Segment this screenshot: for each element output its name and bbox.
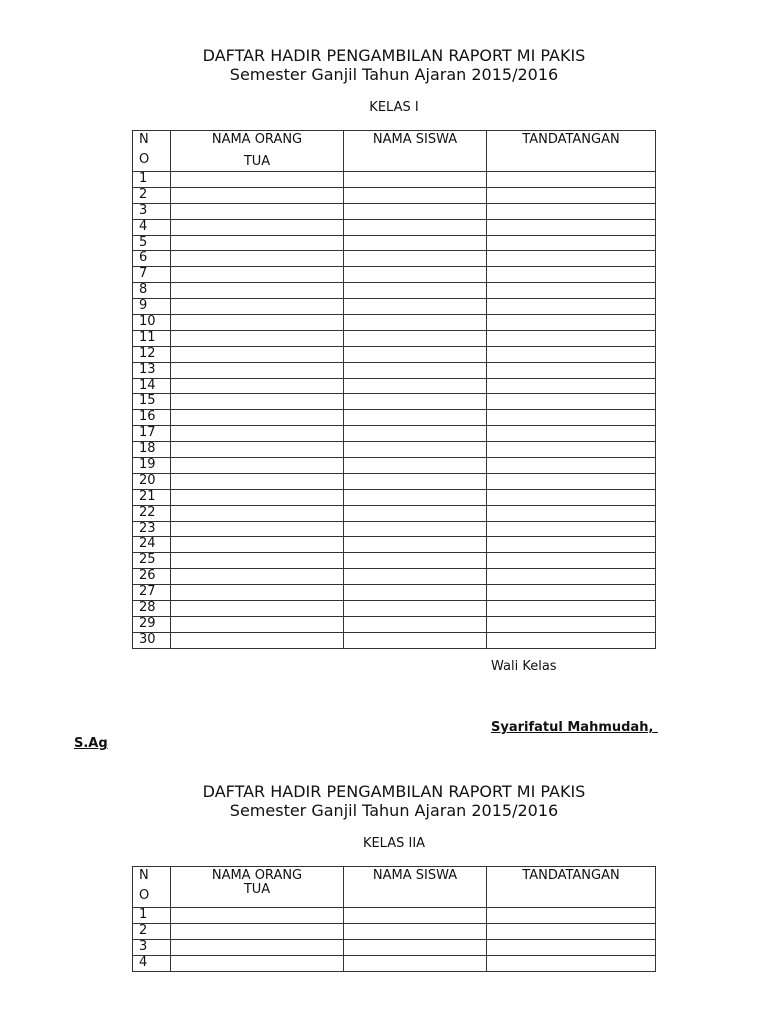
header-no-line2: O [139, 888, 150, 903]
table-row [133, 908, 656, 924]
nama-orang-tua-cell[interactable] [171, 601, 344, 617]
nama-siswa-cell[interactable] [344, 473, 487, 489]
table-row [133, 955, 656, 971]
nama-siswa-cell[interactable] [344, 923, 487, 939]
nama-siswa-cell[interactable] [344, 632, 487, 648]
tandatangan-cell[interactable] [487, 315, 656, 331]
tandatangan-cell[interactable] [487, 521, 656, 537]
tandatangan-cell[interactable] [487, 187, 656, 203]
table-row [133, 939, 656, 955]
table-row [133, 473, 656, 489]
row-number: 26 [133, 569, 171, 585]
nama-siswa-cell[interactable] [344, 315, 487, 331]
nama-siswa-cell[interactable] [344, 442, 487, 458]
tandatangan-cell[interactable] [487, 505, 656, 521]
tandatangan-cell[interactable] [487, 473, 656, 489]
table-row [133, 410, 656, 426]
nama-orang-tua-cell[interactable] [171, 616, 344, 632]
header-no-line1: N [139, 132, 149, 147]
tandatangan-cell[interactable] [487, 537, 656, 553]
wali-kelas-degree: S.Ag [74, 736, 108, 751]
nama-orang-tua-cell[interactable] [171, 346, 344, 362]
table-row [133, 616, 656, 632]
nama-orang-tua-cell[interactable] [171, 908, 344, 924]
nama-orang-tua-cell[interactable] [171, 521, 344, 537]
header-no [133, 867, 171, 908]
nama-orang-tua-cell[interactable] [171, 410, 344, 426]
table-row [133, 923, 656, 939]
tandatangan-cell[interactable] [487, 203, 656, 219]
row-number: 11 [133, 330, 171, 346]
nama-siswa-cell[interactable] [344, 426, 487, 442]
nama-siswa-cell[interactable] [344, 267, 487, 283]
nama-orang-tua-cell[interactable] [171, 473, 344, 489]
nama-siswa-cell[interactable] [344, 410, 487, 426]
nama-orang-tua-cell[interactable] [171, 219, 344, 235]
row-number: 22 [133, 505, 171, 521]
table-row [133, 569, 656, 585]
section1-kelas: KELAS I [369, 100, 419, 115]
tandatangan-cell[interactable] [487, 346, 656, 362]
header-no-line2: O [139, 152, 150, 167]
nama-orang-tua-cell[interactable] [171, 330, 344, 346]
header-nama-siswa-label: NAMA SISWA [372, 132, 458, 147]
tandatangan-cell[interactable] [487, 458, 656, 474]
header-no [133, 131, 171, 172]
nama-orang-tua-cell[interactable] [171, 299, 344, 315]
tandatangan-cell[interactable] [487, 267, 656, 283]
header-nama-orang-tua-line1: NAMA ORANG [211, 868, 303, 883]
row-number: 21 [133, 489, 171, 505]
tandatangan-cell[interactable] [487, 378, 656, 394]
table-row [133, 330, 656, 346]
table-row [133, 235, 656, 251]
wali-kelas-name: Syarifatul Mahmudah, [491, 720, 658, 735]
tandatangan-cell[interactable] [487, 632, 656, 648]
nama-siswa-cell[interactable] [344, 362, 487, 378]
nama-orang-tua-cell[interactable] [171, 632, 344, 648]
header-nama-siswa [344, 131, 487, 172]
table-row [133, 172, 656, 188]
tandatangan-cell[interactable] [487, 569, 656, 585]
tandatangan-cell[interactable] [487, 362, 656, 378]
tandatangan-cell[interactable] [487, 394, 656, 410]
nama-orang-tua-cell[interactable] [171, 378, 344, 394]
row-number: 6 [133, 251, 171, 267]
nama-orang-tua-cell[interactable] [171, 553, 344, 569]
table-row [133, 187, 656, 203]
header-tandatangan [487, 131, 656, 172]
row-number: 8 [133, 283, 171, 299]
header-tandatangan-label: TANDATANGAN [522, 868, 620, 883]
header-tandatangan [487, 867, 656, 908]
row-number: 25 [133, 553, 171, 569]
nama-siswa-cell[interactable] [344, 330, 487, 346]
nama-orang-tua-cell[interactable] [171, 442, 344, 458]
row-number: 12 [133, 346, 171, 362]
row-number: 2 [133, 923, 171, 939]
table-row [133, 537, 656, 553]
table-row [133, 267, 656, 283]
row-number: 3 [133, 939, 171, 955]
tandatangan-cell[interactable] [487, 489, 656, 505]
row-number: 27 [133, 585, 171, 601]
nama-orang-tua-cell[interactable] [171, 939, 344, 955]
nama-orang-tua-cell[interactable] [171, 505, 344, 521]
nama-siswa-cell[interactable] [344, 346, 487, 362]
nama-orang-tua-cell[interactable] [171, 923, 344, 939]
nama-siswa-cell[interactable] [344, 394, 487, 410]
nama-siswa-cell[interactable] [344, 187, 487, 203]
table-row [133, 585, 656, 601]
row-number: 5 [133, 235, 171, 251]
row-number: 1 [133, 172, 171, 188]
section1-title-line2: Semester Ganjil Tahun Ajaran 2015/2016 [229, 65, 559, 84]
tandatangan-cell[interactable] [487, 330, 656, 346]
nama-siswa-cell[interactable] [344, 505, 487, 521]
wali-kelas-label: Wali Kelas [491, 659, 557, 674]
nama-siswa-cell[interactable] [344, 283, 487, 299]
nama-siswa-cell[interactable] [344, 521, 487, 537]
nama-siswa-cell[interactable] [344, 458, 487, 474]
tandatangan-cell[interactable] [487, 616, 656, 632]
nama-siswa-cell[interactable] [344, 616, 487, 632]
tandatangan-cell[interactable] [487, 553, 656, 569]
nama-orang-tua-cell[interactable] [171, 315, 344, 331]
row-number: 20 [133, 473, 171, 489]
nama-siswa-cell[interactable] [344, 219, 487, 235]
tandatangan-cell[interactable] [487, 442, 656, 458]
nama-siswa-cell[interactable] [344, 585, 487, 601]
nama-siswa-cell[interactable] [344, 908, 487, 924]
tandatangan-cell[interactable] [487, 601, 656, 617]
table-row [133, 362, 656, 378]
nama-orang-tua-cell[interactable] [171, 458, 344, 474]
section2-title-line1: DAFTAR HADIR PENGAMBILAN RAPORT MI PAKIS [202, 782, 586, 801]
row-number: 4 [133, 219, 171, 235]
row-number: 10 [133, 315, 171, 331]
nama-orang-tua-cell[interactable] [171, 362, 344, 378]
header-no-line1: N [139, 868, 149, 883]
nama-orang-tua-cell[interactable] [171, 585, 344, 601]
table-row [133, 219, 656, 235]
attendance-table-kelas-1 [132, 130, 656, 649]
row-number: 3 [133, 203, 171, 219]
tandatangan-cell[interactable] [487, 426, 656, 442]
row-number: 14 [133, 378, 171, 394]
nama-siswa-cell[interactable] [344, 955, 487, 971]
tandatangan-cell[interactable] [487, 235, 656, 251]
table-body-kelas-2a [133, 908, 656, 972]
tandatangan-cell[interactable] [487, 283, 656, 299]
header-nama-siswa-label: NAMA SISWA [372, 868, 458, 883]
header-nama-orang-tua-line2: TUA [243, 154, 271, 169]
nama-siswa-cell[interactable] [344, 203, 487, 219]
attendance-table-kelas-2a [132, 866, 656, 972]
table-row [133, 394, 656, 410]
nama-siswa-cell[interactable] [344, 251, 487, 267]
nama-orang-tua-cell[interactable] [171, 537, 344, 553]
nama-orang-tua-cell[interactable] [171, 267, 344, 283]
row-number: 7 [133, 267, 171, 283]
row-number: 18 [133, 442, 171, 458]
table-row [133, 315, 656, 331]
row-number: 13 [133, 362, 171, 378]
nama-siswa-cell[interactable] [344, 235, 487, 251]
tandatangan-cell[interactable] [487, 410, 656, 426]
nama-orang-tua-cell[interactable] [171, 283, 344, 299]
tandatangan-cell[interactable] [487, 219, 656, 235]
table-row [133, 553, 656, 569]
nama-siswa-cell[interactable] [344, 299, 487, 315]
row-number: 9 [133, 299, 171, 315]
tandatangan-cell[interactable] [487, 585, 656, 601]
table-row [133, 346, 656, 362]
tandatangan-cell[interactable] [487, 299, 656, 315]
table-row [133, 299, 656, 315]
section1-title-line1: DAFTAR HADIR PENGAMBILAN RAPORT MI PAKIS [202, 46, 586, 65]
nama-orang-tua-cell[interactable] [171, 426, 344, 442]
nama-orang-tua-cell[interactable] [171, 955, 344, 971]
row-number: 17 [133, 426, 171, 442]
nama-siswa-cell[interactable] [344, 537, 487, 553]
row-number: 29 [133, 616, 171, 632]
tandatangan-cell[interactable] [487, 939, 656, 955]
nama-orang-tua-cell[interactable] [171, 187, 344, 203]
row-number: 1 [133, 908, 171, 924]
row-number: 19 [133, 458, 171, 474]
header-nama-orang-tua [171, 131, 344, 172]
nama-orang-tua-cell[interactable] [171, 394, 344, 410]
table-row [133, 442, 656, 458]
section2-kelas: KELAS IIA [362, 836, 426, 851]
table-row [133, 632, 656, 648]
row-number: 23 [133, 521, 171, 537]
nama-siswa-cell[interactable] [344, 569, 487, 585]
nama-siswa-cell[interactable] [344, 172, 487, 188]
header-nama-orang-tua-line2: TUA [243, 882, 271, 897]
table-row [133, 203, 656, 219]
nama-orang-tua-cell[interactable] [171, 489, 344, 505]
header-nama-orang-tua-line1: NAMA ORANG [211, 132, 303, 147]
nama-orang-tua-cell[interactable] [171, 172, 344, 188]
tandatangan-cell[interactable] [487, 908, 656, 924]
row-number: 4 [133, 955, 171, 971]
section2-title-line2: Semester Ganjil Tahun Ajaran 2015/2016 [229, 801, 559, 820]
nama-orang-tua-cell[interactable] [171, 569, 344, 585]
row-number: 2 [133, 187, 171, 203]
row-number: 24 [133, 537, 171, 553]
tandatangan-cell[interactable] [487, 251, 656, 267]
header-nama-siswa [344, 867, 487, 908]
table-row [133, 505, 656, 521]
nama-siswa-cell[interactable] [344, 378, 487, 394]
nama-siswa-cell[interactable] [344, 939, 487, 955]
nama-siswa-cell[interactable] [344, 601, 487, 617]
nama-siswa-cell[interactable] [344, 489, 487, 505]
table-row [133, 426, 656, 442]
tandatangan-cell[interactable] [487, 955, 656, 971]
table-row [133, 489, 656, 505]
table-row [133, 283, 656, 299]
table-row [133, 251, 656, 267]
table-row [133, 521, 656, 537]
table-row [133, 458, 656, 474]
row-number: 16 [133, 410, 171, 426]
tandatangan-cell[interactable] [487, 172, 656, 188]
nama-orang-tua-cell[interactable] [171, 235, 344, 251]
header-tandatangan-label: TANDATANGAN [522, 132, 620, 147]
tandatangan-cell[interactable] [487, 923, 656, 939]
row-number: 28 [133, 601, 171, 617]
table-row [133, 601, 656, 617]
header-nama-orang-tua [171, 867, 344, 908]
nama-siswa-cell[interactable] [344, 553, 487, 569]
nama-orang-tua-cell[interactable] [171, 251, 344, 267]
row-number: 15 [133, 394, 171, 410]
table-row [133, 378, 656, 394]
nama-orang-tua-cell[interactable] [171, 203, 344, 219]
row-number: 30 [133, 632, 171, 648]
table-body-kelas-1 [133, 172, 656, 649]
